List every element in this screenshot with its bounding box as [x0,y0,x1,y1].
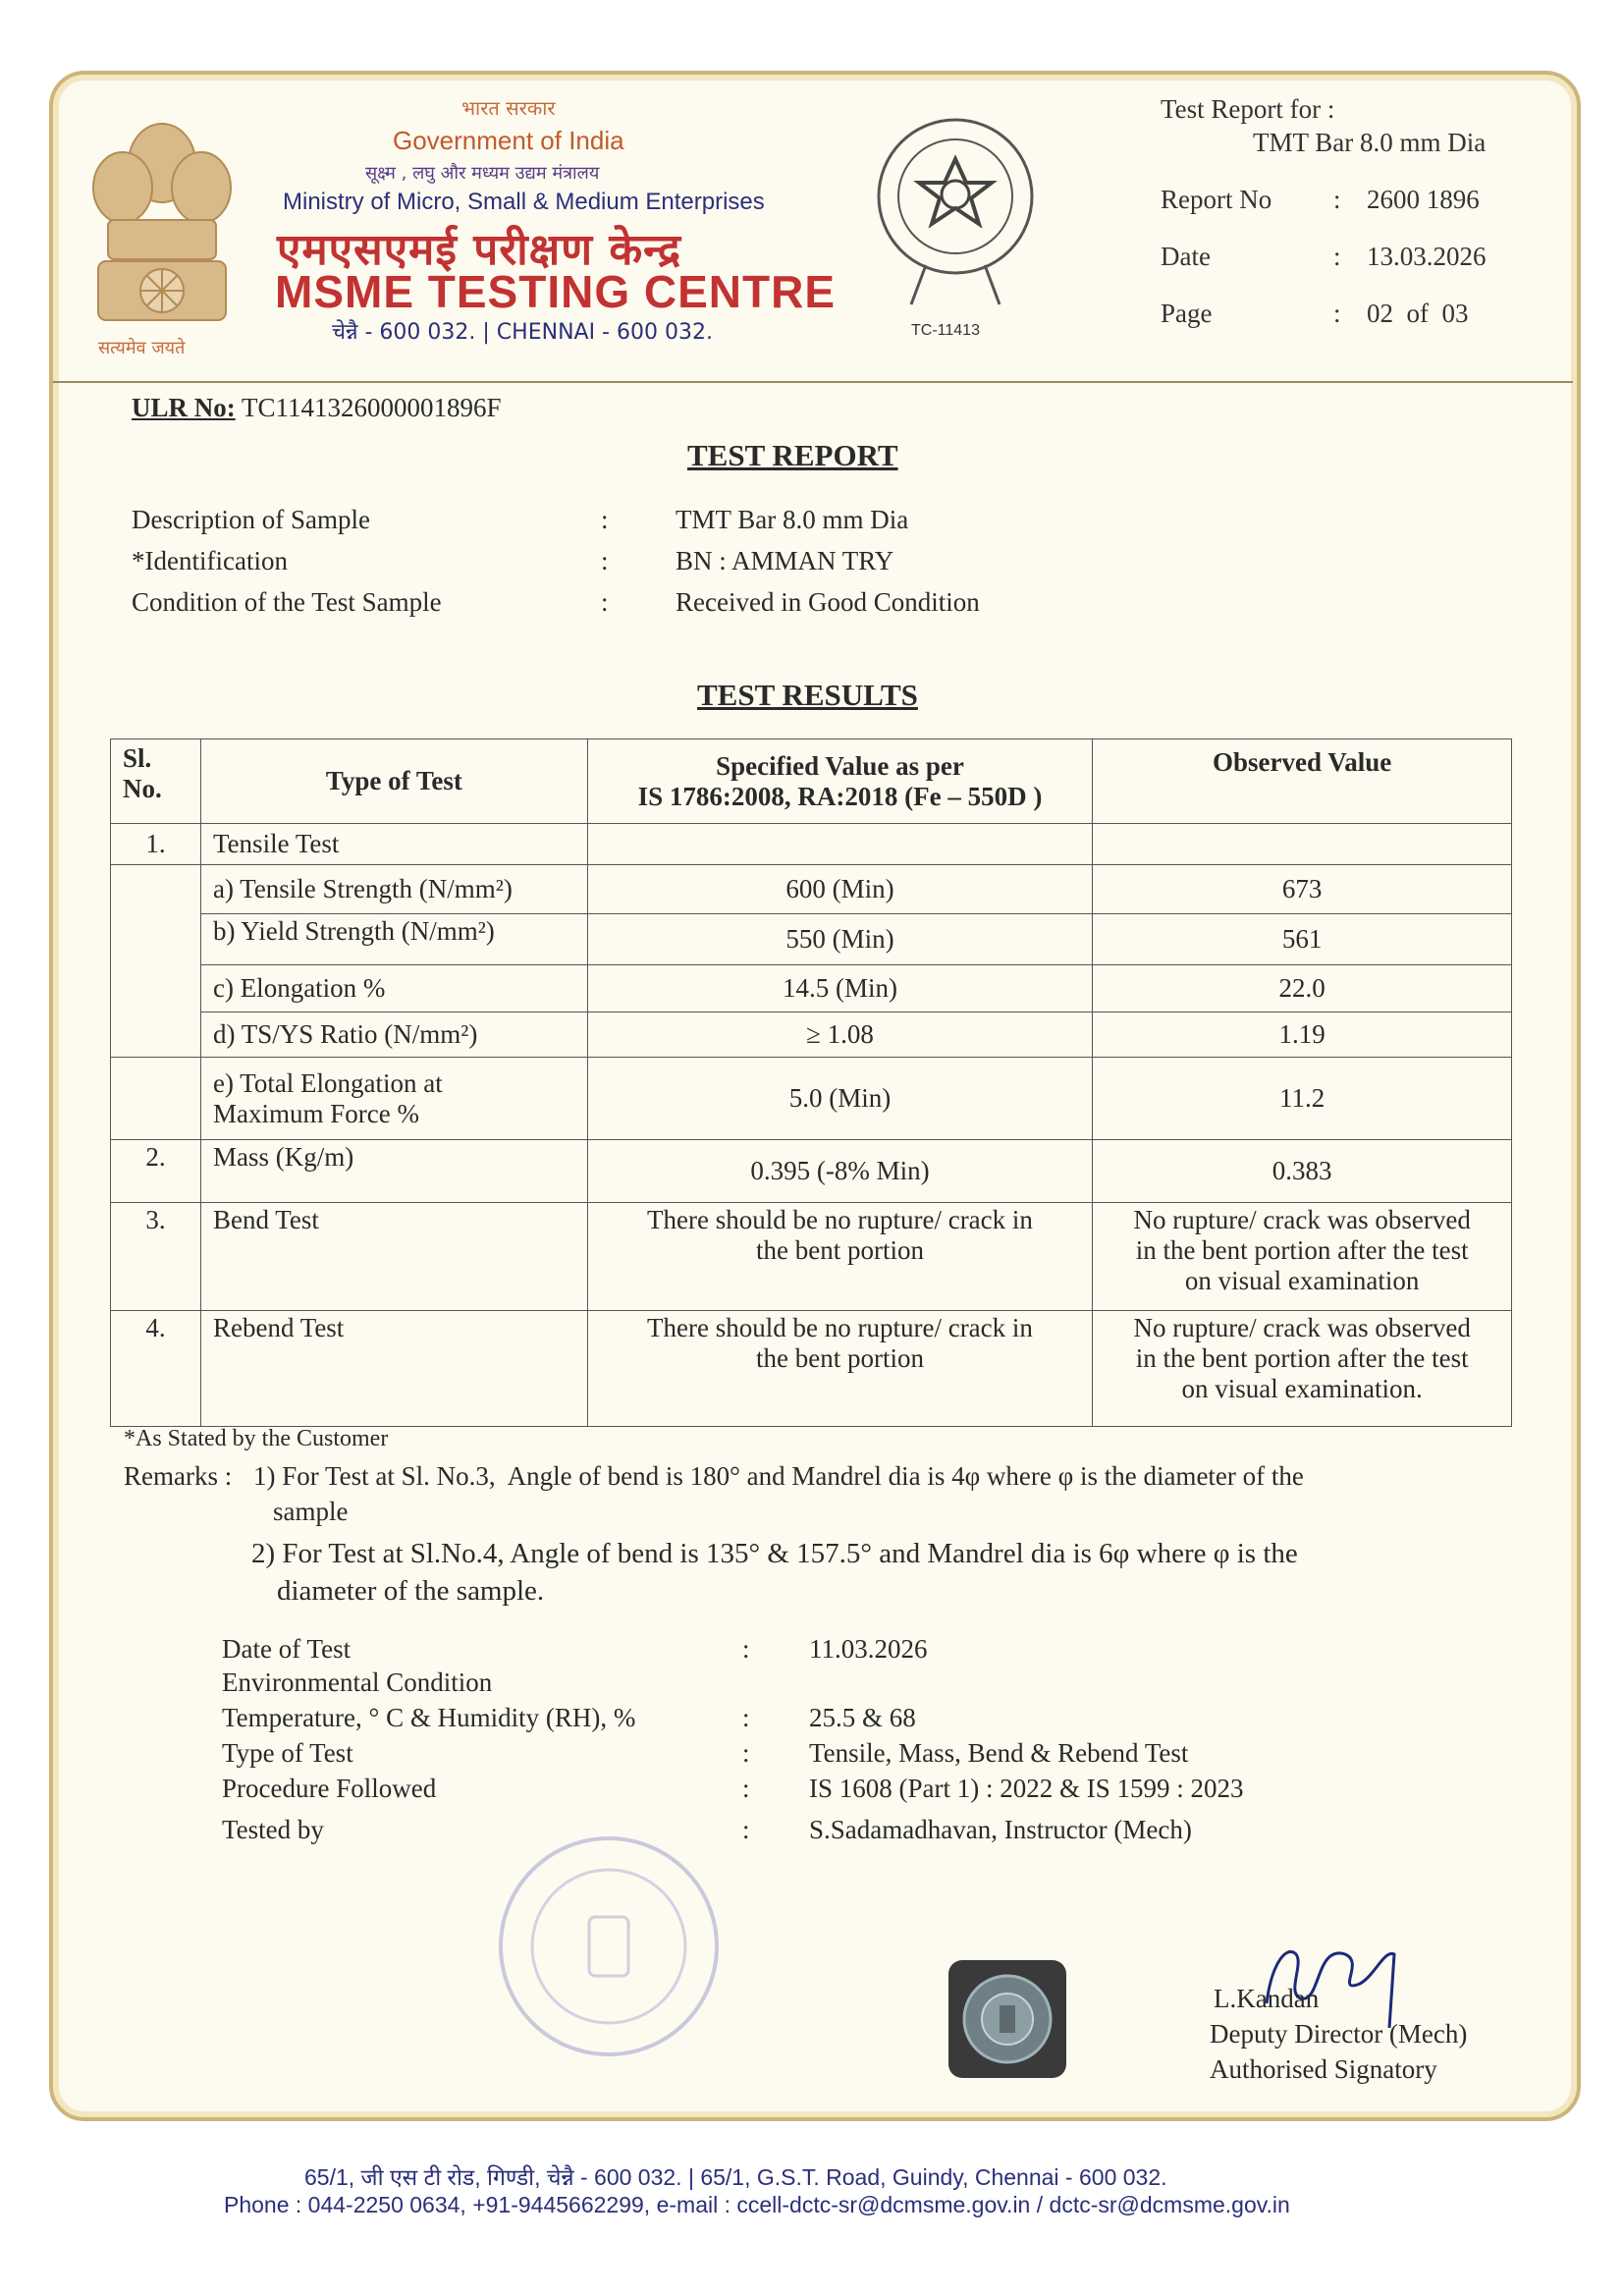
row-e-type-line2: Maximum Force % [212,1098,419,1128]
office-stamp-icon [491,1829,727,2064]
row-d-type: d) TS/YS Ratio (N/mm²) [200,1012,587,1058]
row4-obs-line3: on visual examination. [1181,1374,1423,1403]
date-of-test-colon: : [742,1634,750,1664]
tested-by-colon: : [742,1815,750,1844]
row4-obs-line1: No rupture/ crack was observed [1133,1313,1471,1342]
row-c-sl [111,965,201,1012]
temperature-colon: : [742,1703,750,1732]
ulr-line [132,393,502,423]
condition-colon: : [601,587,609,617]
row-d-spec: ≥ 1.08 [587,1012,1093,1058]
test-report-title: TEST REPORT [687,438,898,472]
row2-type: Mass (Kg/m) [200,1140,587,1203]
tested-by-label: Tested by [222,1815,324,1844]
row-b-sl [111,914,201,965]
remark1-line1: 1) For Test at Sl. No.3, Angle of bend is 180° and Mandrel dia is 4φ where φ is the diameter of the [253,1461,1304,1491]
signatory-name: L.Kandan [1214,1984,1320,2013]
signatory-role: Authorised Signatory [1210,2054,1437,2084]
signature-icon [1247,1925,1414,2033]
temperature-label: Temperature, ° C & Humidity (RH), % [222,1703,636,1732]
header-sl: Sl. No. [111,739,201,824]
test-report-for-value: TMT Bar 8.0 mm Dia [1253,128,1487,157]
row3-spec-line2: the bent portion [756,1235,924,1265]
row1-obs [1093,824,1512,865]
accreditation-number: TC-11413 [911,322,980,339]
row4-spec-line2: the bent portion [756,1343,924,1373]
remark1-line2: sample [273,1497,349,1526]
table-row [111,865,1512,914]
page-value: 02 of 03 [1367,299,1469,328]
row-c-obs: 22.0 [1093,965,1512,1012]
ministry-name: Ministry of Micro, Small & Medium Enterprises [283,189,765,215]
signatory-designation: Deputy Director (Mech) [1210,2019,1468,2049]
page-colon: : [1333,299,1341,328]
row3-type: Bend Test [200,1203,587,1311]
footer-address: 65/1, जी एस टी रोड, गिण्डी, चेन्नै - 600 032. | 65/1, G.S.T. Road, Guindy, Chennai - 600 032. [304,2164,1167,2190]
row-e-spec: 5.0 (Min) [587,1058,1093,1140]
row-b-type: b) Yield Strength (N/mm²) [200,914,587,965]
national-emblem-icon [79,94,245,359]
sample-description-label: Description of Sample [132,505,370,534]
header-address: चेन्नै - 600 032. | CHENNAI - 600 032. [332,320,713,345]
row4-obs [1093,1311,1512,1427]
row3-spec-line1: There should be no rupture/ crack in [647,1205,1033,1234]
row2-sl: 2. [111,1140,201,1203]
row-c-spec: 14.5 (Min) [587,965,1093,1012]
identification-label: *Identification [132,546,288,575]
row-e-obs: 11.2 [1093,1058,1512,1140]
row-e-sl [111,1058,201,1140]
row4-spec-line1: There should be no rupture/ crack in [647,1313,1033,1342]
hologram-seal-icon [945,1956,1070,2082]
test-results-title: TEST RESULTS [697,678,918,712]
temperature-value: 25.5 & 68 [809,1703,916,1732]
table-row [111,914,1512,965]
row3-obs-line2: in the bent portion after the test [1135,1235,1469,1265]
row-a-type: a) Tensile Strength (N/mm²) [200,865,587,914]
identification-value: BN : AMMAN TRY [676,546,894,575]
page-label: Page [1161,299,1213,328]
row1-spec [587,824,1093,865]
header-spec [587,739,1093,824]
row3-sl: 3. [111,1203,201,1311]
row4-spec [587,1311,1093,1427]
accreditation-seal-icon [872,118,1039,314]
row3-obs-line1: No rupture/ crack was observed [1133,1205,1471,1234]
procedure-label: Procedure Followed [222,1774,437,1803]
row2-obs: 0.383 [1093,1140,1512,1203]
report-no-colon: : [1333,185,1341,214]
row4-type: Rebend Test [200,1311,587,1427]
footer-contact: Phone : 044-2250 0634, +91-9445662299, e-mail : ccell-dctc-sr@dcmsme.gov.in / dctc-sr@dcmsme.gov.in [224,2192,1290,2217]
row-d-sl [111,1012,201,1058]
environmental-condition-label: Environmental Condition [222,1667,493,1697]
row-a-obs: 673 [1093,865,1512,914]
remarks-label: Remarks : [124,1461,233,1491]
row3-obs [1093,1203,1512,1311]
emblem-motto: सत्यमेव जयते [98,338,186,358]
row3-obs-line3: on visual examination [1184,1266,1420,1295]
table-row [111,1311,1512,1427]
ministry-hindi: सूक्ष्म , लघु और मध्यम उद्यम मंत्रालय [365,163,600,184]
row-e-type-line1: e) Total Elongation at [212,1067,443,1098]
row-b-spec: 550 (Min) [587,914,1093,965]
procedure-value: IS 1608 (Part 1) : 2022 & IS 1599 : 2023 [809,1774,1244,1803]
sample-description-value: TMT Bar 8.0 mm Dia [676,505,909,534]
condition-label: Condition of the Test Sample [132,587,442,617]
table-row [111,1012,1512,1058]
header-observed: Observed Value [1093,739,1512,824]
identification-colon: : [601,546,609,575]
row4-obs-line2: in the bent portion after the test [1135,1343,1469,1373]
row4-sl: 4. [111,1311,201,1427]
sample-description-colon: : [601,505,609,534]
row-b-obs: 561 [1093,914,1512,965]
header-spec-line1: Specified Value as per [716,750,964,781]
govt-hindi: भारत सरकार [461,96,556,120]
header-spec-line2: IS 1786:2008, RA:2018 (Fe – 550D ) [637,781,1043,811]
procedure-colon: : [742,1774,750,1803]
row-a-spec: 600 (Min) [587,865,1093,914]
govt-name: Government of India [393,126,624,155]
type-of-test-value: Tensile, Mass, Bend & Rebend Test [809,1738,1189,1768]
date-value: 13.03.2026 [1367,242,1487,271]
row1-sl: 1. [111,824,201,865]
row-d-obs: 1.19 [1093,1012,1512,1058]
table-header-row [111,739,1512,824]
date-label: Date [1161,242,1211,271]
report-no-value: 2600 1896 [1367,185,1480,214]
remark2-line1: 2) For Test at Sl.No.4, Angle of bend is 135° & 157.5° and Mandrel dia is 6φ where φ is the [251,1538,1298,1569]
header-type: Type of Test [200,739,587,824]
date-of-test-value: 11.03.2026 [809,1634,928,1664]
row-a-sl [111,865,201,914]
test-report-for-label: Test Report for : [1161,94,1335,124]
customer-note: *As Stated by the Customer [124,1426,389,1451]
row2-spec: 0.395 (-8% Min) [587,1140,1093,1203]
ulr-label: ULR No: [132,393,236,422]
remark2-line2: diameter of the sample. [277,1575,545,1607]
row1-type: Tensile Test [200,824,587,865]
table-row [111,1058,1512,1140]
date-of-test-label: Date of Test [222,1634,352,1664]
report-no-label: Report No [1161,185,1272,214]
date-colon: : [1333,242,1341,271]
tested-by-value: S.Sadamadhavan, Instructor (Mech) [809,1815,1192,1844]
table-row [111,1203,1512,1311]
row-c-type: c) Elongation % [200,965,587,1012]
results-table [110,738,1512,1427]
table-row [111,824,1512,865]
ulr-value: TC1141326000001896F [242,393,502,422]
centre-name: MSME TESTING CENTRE [275,266,837,317]
header-divider [53,381,1573,383]
type-of-test-colon: : [742,1738,750,1768]
centre-hindi: एमएसएमई परीक्षण केन्द्र [277,225,682,275]
table-row [111,1140,1512,1203]
row3-spec [587,1203,1093,1311]
row-e-type [200,1058,587,1140]
type-of-test-label: Type of Test [222,1738,353,1768]
condition-value: Received in Good Condition [676,587,980,617]
table-row [111,965,1512,1012]
